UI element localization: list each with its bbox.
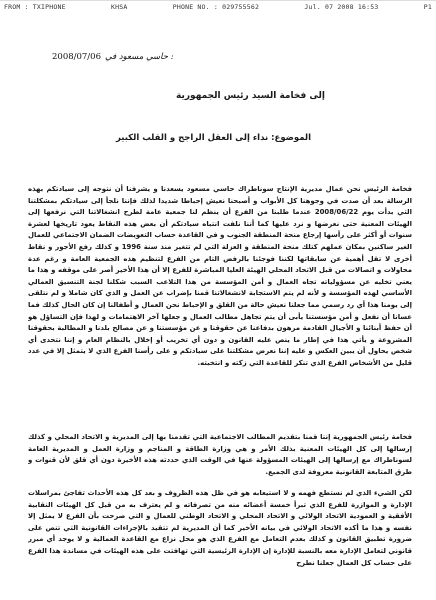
fax-datetime: Jul. 07 2008 16:53 xyxy=(304,3,379,11)
letter-addressee: إلى فخامة السيد رئيس الجمهورية xyxy=(176,91,325,101)
letter-date-prefix: حاسي مسعود في : xyxy=(105,52,174,62)
fax-page-number: P1 xyxy=(423,3,432,11)
letter-subject: الموضوع: نداء إلى العقل الراجح و القلب الكبير xyxy=(115,133,312,143)
letter-date: 2008/07/06 xyxy=(52,52,101,62)
letter-paragraph-3: لكن الشيء الذي لم نستطع فهمه و لا استيعابه هو في ظل هذه الظروف و بعد كل هذه الأحداث تفاجئ بمراسلات الإدارة و الموازرة للفرع الذي تبرأ خمسة أعضائه منه من تصرفاته و لم يعترف به من قبل كل الهيئات النقابية الأفقية و العمودية الاتحاد الولائي و الاتحاد المحلي و الاتحاد الوطني للعمال و التي صرحت بأن الفرع لا يمثل إلا نفسه و هذا ما أكده الاتحاد الولائي في بيانه الأخير كما أن المديرية لم تتقيد بالإجراءات القانونية التي تنص على ضرورة تطبيق القانون و كذلك بعدم التعامل مع الفرع الذي هو محل نزاع مع القاعدة العمالية و لا يوجد أي مبرر قانوني لتعامل الإدارة معه بالنسبة للإدارة إن الإدارة الرئيسية التي تهافتت على هذه الهيئات في مساندة هذا الفرع على حساب كل العمال جعلنا نطرح xyxy=(28,489,412,567)
fax-sender-code: KHSA xyxy=(110,3,128,11)
fax-header xyxy=(4,3,432,13)
letter-paragraph-1: فخامة الرئيس نحن عمال مديرية الإنتاج سوناطراك حاسي مسعود يسعدنا و يشرفنا أن نتوجه إلى سيادتكم بهذه الرسالة بعد أن صدت في وجوهنا كل الأبواب و أصبحنا نعيش إحباطا شديدا لذلك فإننا نلجأ إلى سيادتكم بمشكلتنا التي بدأت يوم 2008/06/22 عندما طلبنا من الفرع أن ينظم لنا جمعية عامة لطرح انشغالاتنا التي نرفعها إلى الهيئات المعنية حتى نعرضها و نرد عليها كما أننا نلفت انتباه سيادتكم أن بعض هذه النقاط يعود تاريخها لعشرة سنوات أو أكثر على رأسها إرجاع منحة المنطقة الجنوب و في القاعدة حساب التعويضات الضمان الاجتماعي للعمال الغير ساكنين بمكان عملهم كتلك منحة المنطقة و العزلة التي لم تتغير منذ سنة 1996 و كذلك رفع الأجور و نقاط أخرى لا تقل أهمية عن سابقاتها لكننا فوجئنا بالرفض التام من الفرع لتنظيم هذه الجمعية العامة و رغم عدة محاولات و اتصالات من قبل الاتحاد المحلي الهيئة العليا المباشرة للفرع إلا أن هذا الأخير أصر على موقفه و هذا ما يعني تخليه عن مسؤولياته تجاه العمال و أمن المؤسسة من هذا التلاعب السبب شكلنا لجنة التنسيق العمالي الأساسي لهذه المؤسسة و لأنه لم يتم الاستجابة لانشغالاتنا قمنا بإضراب عن العمل و الذي كان شاملا و لم نتلقى إلى يومنا هذا أي رد رسمي مما جعلنا نعيش حالة من القلق و الإحباط نحن العمال و أطفالنا إن كان الحال كذلك فما عسانا أن نفعل و أمن مؤسستنا يأبى أن يتم تجاهل مطالب العمال و جعلها آخر الاهتمامات و لهذا فإن التساؤل هو أن حفظ أبنائنا و الأجيال القادمة مرهون بدفاعنا عن حقوقنا و عن مؤسستنا و عن مصالح بلدنا و المطالبة بحقوقنا المشروعة و يأتي هذا في إطار ما ينص عليه القانون و دون أي تخريب أو إخلال بالنظام العام و إننا نتحدى أي شخص يحاول أن يبين العكس و عليه إننا نعرض مشكلتنا على سيادتكم و على رأسنا الفرع الذي لا يتمثل إلا في عدد قليل من الأشخاص الفرع الذي تنكر للقاعدة التي زكته و انتخبته. xyxy=(28,185,412,367)
letter-date-line xyxy=(52,52,272,62)
fax-phone-number: PHONE NO. : 029755562 xyxy=(172,3,260,11)
letter-paragraph-2: فخامة رئيس الجمهورية إننا قمنا بتقديم المطالب الاجتماعية التي تقدمنا بها إلى المديرية و الاتحاد المحلي و كذلك إرسالها إلى كل الهيئات المعنية بذلك الأمر و هي وزارة الطاقة و المناجم و وزارة العمل و المديرية العامة لسوناطراك مع إرسالها إلى الهيئات المسؤولة عنها في الوقت الذي حددته هذه الأخيرة دون أي قلق لأن قنوات و طرق المتابعة القانونية معروفة لدى الجميع. xyxy=(28,433,412,476)
fax-from: FROM : TXIPHONE xyxy=(4,3,66,11)
scan-edge-line xyxy=(0,0,436,1)
